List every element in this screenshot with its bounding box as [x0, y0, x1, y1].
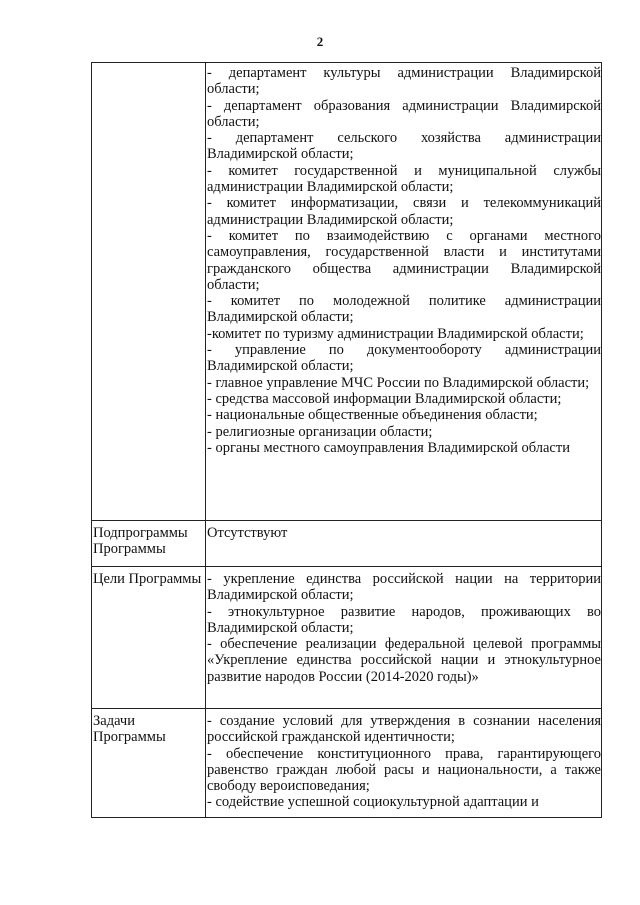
list-item: - комитет информатизации, связи и телекоммуникаций администрации Владимирской области;: [207, 195, 601, 228]
list-item: - обеспечение конституционного права, гарантирующего равенство граждан любой расы и национальности, а также свободу вероисповедания;: [207, 745, 601, 795]
list-item: - комитет государственной и муниципальной службы администрации Владимирской области;: [207, 162, 601, 196]
page-number: 2: [316, 34, 324, 49]
content-cell-goals: [206, 567, 602, 709]
list-item: - укрепление единства российской нации на территории Владимирской области;: [207, 571, 601, 604]
list-item: - главное управление МЧС России по Владимирской области;: [207, 374, 590, 391]
table-row-tasks: [92, 709, 602, 818]
content-cell-tasks: [206, 709, 602, 818]
label-cell-subprograms: Подпрограммы Программы: [92, 521, 206, 567]
list-item: - департамент сельского хозяйства администрации Владимирской области;: [207, 130, 601, 163]
list-item: - комитет по взаимодействию с органами местного самоуправления, государственной власти и институтами гражданского общества администрации Владимирской области;: [207, 227, 601, 293]
list-item: - департамент культуры администрации Владимирской области;: [207, 65, 601, 98]
list-item: - комитет по молодежной политике администрации Владимирской области;: [207, 293, 601, 326]
list-item: - обеспечение реализации федеральной целевой программы «Укрепление единства российской нации и этнокультурное развитие народов России (2014-2020 годы)»: [207, 636, 601, 685]
subprograms-value: Отсутствуют: [207, 525, 288, 541]
list-item: - содействие успешной социокультурной адаптации и: [207, 794, 539, 811]
table-row-goals: [92, 567, 602, 709]
label-cell-goals: Цели Программы: [92, 567, 206, 709]
content-cell-subprograms: [206, 521, 602, 567]
list-item: - национальные общественные объединения области;: [207, 407, 538, 424]
table-row-participants: [92, 63, 602, 521]
list-item: - департамент образования администрации Владимирской области;: [207, 97, 601, 130]
label-cell-tasks: Задачи Программы: [92, 709, 206, 818]
list-item: - этнокультурное развитие народов, проживающих во Владимирской области;: [207, 603, 601, 636]
list-item: - религиозные организации области;: [207, 423, 433, 440]
list-item: -комитет по туризму администрации Владимирской области;: [207, 325, 584, 342]
list-item: - создание условий для утверждения в сознании населения российской гражданской идентичности;: [207, 713, 601, 746]
list-item: - управление по документообороту администрации Владимирской области;: [207, 342, 601, 375]
program-passport-table: [91, 62, 602, 818]
content-cell-participants: [206, 63, 602, 521]
label-cell-participants: [92, 63, 206, 521]
list-item: - средства массовой информации Владимирской области;: [207, 390, 562, 407]
list-item: - органы местного самоуправления Владимирской области: [207, 439, 570, 456]
table-row-subprograms: [92, 521, 602, 567]
